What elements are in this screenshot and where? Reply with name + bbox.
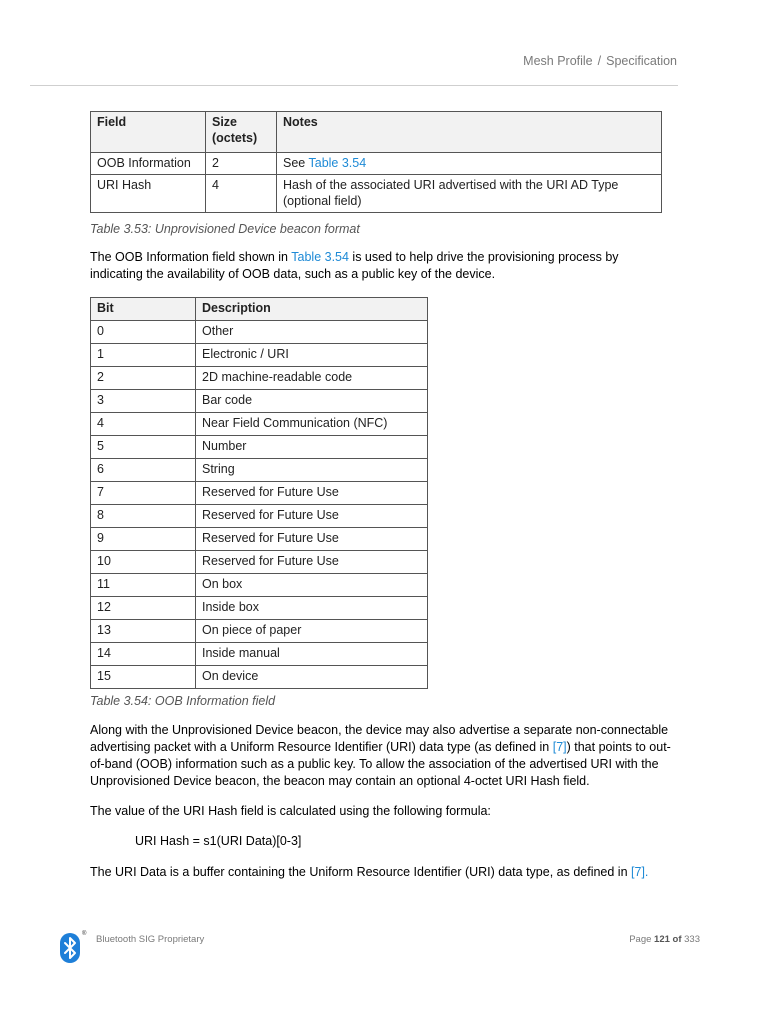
column-header-bit: Bit: [91, 298, 196, 321]
cell-size: 4: [206, 175, 277, 213]
cell-description: On box: [196, 574, 428, 597]
cell-bit: 4: [91, 413, 196, 436]
table-3-54-caption: Table 3.54: OOB Information field: [90, 694, 276, 708]
cell-bit: 13: [91, 620, 196, 643]
table-3-53-caption: Table 3.53: Unprovisioned Device beacon format: [90, 222, 360, 236]
page-counter: [629, 934, 700, 945]
table-row: [91, 620, 428, 643]
cell-bit: 7: [91, 482, 196, 505]
table-3-54-link[interactable]: Table 3.54: [308, 156, 367, 170]
uri-hash-formula: URI Hash = s1(URI Data)[0-3]: [135, 834, 302, 848]
header-divider: [30, 85, 678, 86]
cell-description: Reserved for Future Use: [196, 551, 428, 574]
para-text: ) that points to out-of-band (OOB) information such as a public key. To allow the association of the advertised URI with the Unprovisioned Device beacon, the beacon may contain an optional 4-octet URI Hash field.: [90, 740, 671, 788]
table-row: [91, 367, 428, 390]
page-label: Page: [629, 934, 652, 945]
running-header: [523, 54, 677, 68]
uri-advertising-paragraph: [90, 722, 680, 790]
column-header-field: Field: [91, 112, 206, 153]
header-doc-type: Specification: [606, 54, 677, 68]
cell-description: Bar code: [196, 390, 428, 413]
cell-bit: 10: [91, 551, 196, 574]
notes-prefix: See: [283, 156, 309, 170]
oob-info-paragraph: [90, 249, 635, 283]
table-row: [91, 574, 428, 597]
cell-bit: 14: [91, 643, 196, 666]
para-text: The OOB Information field shown in: [90, 250, 292, 264]
cell-bit: 6: [91, 459, 196, 482]
table-row: [91, 459, 428, 482]
table-header-row: [91, 112, 662, 153]
of-label: of: [672, 934, 682, 945]
uri-data-paragraph: [90, 864, 680, 881]
cell-description: Other: [196, 321, 428, 344]
formula-intro-paragraph: The value of the URI Hash field is calculated using the following formula:: [90, 804, 491, 818]
cell-description: Reserved for Future Use: [196, 505, 428, 528]
cell-notes: [277, 153, 662, 175]
column-header-description: Description: [196, 298, 428, 321]
oob-information-table: [90, 297, 428, 689]
table-row: [91, 551, 428, 574]
table-row: [91, 390, 428, 413]
para-text: is used to help drive the provisioning process by indicating the availability of OOB data, such as a public key of the device.: [90, 250, 619, 281]
cell-description: Reserved for Future Use: [196, 528, 428, 551]
unprovisioned-beacon-format-table: [90, 111, 662, 213]
cell-bit: 1: [91, 344, 196, 367]
cell-bit: 11: [91, 574, 196, 597]
para-text: Along with the Unprovisioned Device beacon, the device may also advertise a separate non-connectable advertising packet with a Uniform Resource Identifier (URI) data type (as defined in: [90, 723, 669, 754]
para-period: .: [644, 865, 649, 879]
cell-description: Electronic / URI: [196, 344, 428, 367]
cell-bit: 8: [91, 505, 196, 528]
cell-bit: 9: [91, 528, 196, 551]
cell-bit: 0: [91, 321, 196, 344]
cell-description: 2D machine-readable code: [196, 367, 428, 390]
table-row: [91, 413, 428, 436]
table-row: [91, 666, 428, 689]
cell-description: Number: [196, 436, 428, 459]
table-row: [91, 436, 428, 459]
cell-description: Inside manual: [196, 643, 428, 666]
cell-size: 2: [206, 153, 277, 175]
table-row: [91, 505, 428, 528]
table-row: [91, 528, 428, 551]
header-separator: /: [597, 54, 602, 68]
header-doc-title: Mesh Profile: [523, 54, 593, 68]
cell-bit: 3: [91, 390, 196, 413]
cell-bit: 5: [91, 436, 196, 459]
total-pages: 333: [684, 934, 700, 945]
table-row: [91, 175, 662, 213]
cell-description: Near Field Communication (NFC): [196, 413, 428, 436]
column-header-notes: Notes: [277, 112, 662, 153]
cell-bit: 15: [91, 666, 196, 689]
table-row: [91, 597, 428, 620]
bluetooth-rune-icon: [60, 933, 82, 963]
cell-description: Inside box: [196, 597, 428, 620]
table-row: [91, 321, 428, 344]
bluetooth-logo-icon: [60, 931, 87, 963]
table-row: [91, 482, 428, 505]
cell-description: String: [196, 459, 428, 482]
cell-field: OOB Information: [91, 153, 206, 175]
footer-proprietary-label: Bluetooth SIG Proprietary: [96, 934, 205, 945]
cell-bit: 2: [91, 367, 196, 390]
table-row: [91, 153, 662, 175]
page-number: 121: [654, 934, 670, 945]
cell-description: On piece of paper: [196, 620, 428, 643]
reference-7-link[interactable]: [7]: [552, 740, 567, 754]
cell-description: Reserved for Future Use: [196, 482, 428, 505]
cell-description: On device: [196, 666, 428, 689]
para-text: The URI Data is a buffer containing the Uniform Resource Identifier (URI) data type, as defined in: [90, 865, 632, 879]
cell-notes: Hash of the associated URI advertised with the URI AD Type (optional field): [277, 175, 662, 213]
reference-7-link[interactable]: [7]: [631, 865, 645, 879]
column-header-size: Size (octets): [206, 112, 277, 153]
registered-mark: ®: [82, 931, 87, 937]
table-row: [91, 643, 428, 666]
table-header-row: [91, 298, 428, 321]
cell-bit: 12: [91, 597, 196, 620]
table-3-54-link[interactable]: Table 3.54: [291, 250, 349, 264]
cell-field: URI Hash: [91, 175, 206, 213]
table-row: [91, 344, 428, 367]
